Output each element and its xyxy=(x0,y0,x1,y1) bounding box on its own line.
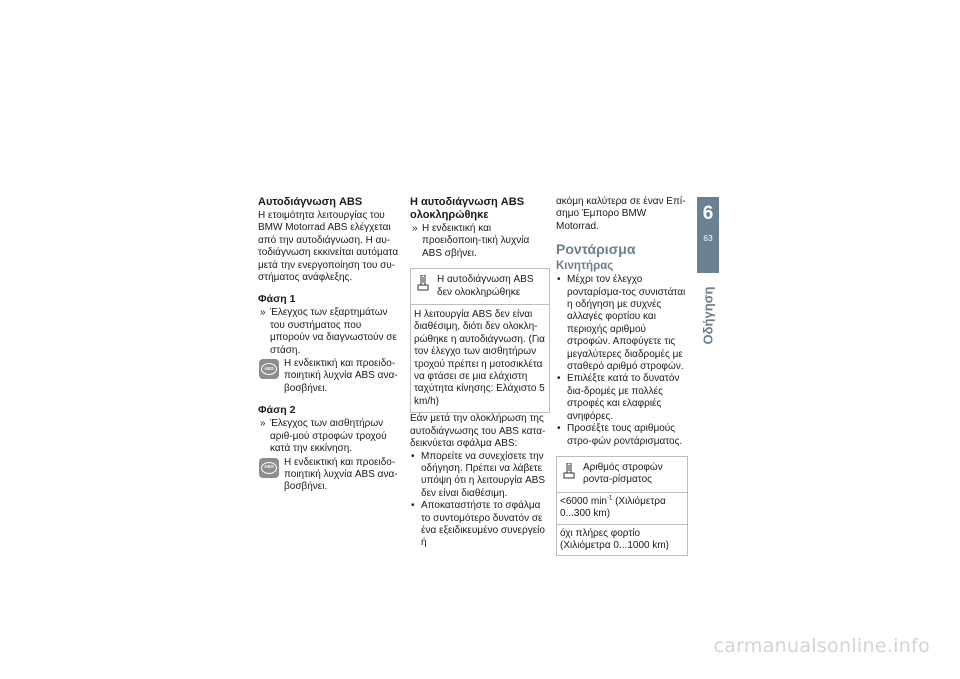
phase-2-indicator-text: Η ενδεικτική και προειδο-ποιητική λυχνία ABS ανα-βοσβήνει. xyxy=(284,456,398,493)
section-title-abs-complete: Η αυτοδιάγνωση ABS ολοκληρώθηκε xyxy=(410,196,525,221)
phase-2-indicator xyxy=(258,457,402,494)
intro-paragraph: Η ετοιμότητα λειτουργίας του BMW Motorrad ABS ελέγχεται από την αυτοδιάγνωση. Η αυ-τοδιάγνωση εκκινείται αυτόματα μετά την ενεργοποίηση του συ-στήματος ανάφλεξης. xyxy=(258,210,399,284)
table-row xyxy=(557,493,687,525)
bullet-continue-riding: • Μπορείτε να συνεχίσετε την οδήγηση. Πρέπει να λάβετε υπόψη ότι η λειτουργία ABS δεν είναι διαθέσιμη. xyxy=(410,451,550,501)
chapter-vertical-label xyxy=(697,280,719,350)
phase-1-step: » Έλεγχος των εξαρτημάτων του συστήματος που μπορούν να διαγνωστούν σε στάση. xyxy=(258,307,402,357)
abs-warning-lamp-icon xyxy=(259,359,279,379)
phase-1-indicator-text: Η ενδεικτική και προειδο-ποιητική λυχνία ABS ανα-βοσβήνει. xyxy=(284,358,398,394)
phase-2-step: » Έλεγχος των αισθητήρων αριθ-μού στροφών τροχού κατά την εκκίνηση. xyxy=(258,418,402,455)
chapter-tab xyxy=(697,197,719,273)
bullet-curvy-routes: • Επιλέξτε κατά το δυνατόν δια-δρομές με πολλές στροφές και ελαφριές ανηφόρες. xyxy=(556,373,688,423)
note-box-head xyxy=(411,269,549,305)
abs-lamp-label: ABS xyxy=(261,363,277,375)
page-number: 63 xyxy=(703,233,713,243)
section-title-abs-self-diagnosis: Αυτοδιάγνωση ABS xyxy=(258,196,363,208)
bullet-observe-rpm: • Προσέξτε τους αριθμούς στρο-φών ροντάρισματος. xyxy=(556,423,688,448)
table-running-in-rpm xyxy=(556,456,688,556)
column-abs-complete xyxy=(410,196,550,550)
section-title-running-in: Ροντάρισμα xyxy=(556,241,636,258)
note-box-body: Η λειτουργία ABS δεν είναι διαθέσιμη, διότι δεν ολοκλη-ρώθηκε η αυτοδιάγνωση. (Για τον έλεγχο των αισθητήρων τροχού πρέπει η μοτοσικλέτα να φτάσει σε μια ελάχιστη ταχύτητα κίνησης: Ελάχιστο 5 km/h) xyxy=(414,309,545,407)
abs-lamp-label: ABS xyxy=(261,462,277,474)
column-running-in xyxy=(556,196,688,556)
bullet-fix-fault: • Αποκαταστήστε το σφάλμα το συντομότερο δυνατόν σε ένα εξειδικευμένο συνεργείο ή xyxy=(410,500,550,550)
rpm-distance: (Χιλιόμετρα 0...300 km) xyxy=(560,495,666,520)
abs-warning-lamp-icon xyxy=(259,458,279,478)
note-box-head-text: Η αυτοδιάγνωση ABS δεν ολοκληρώθηκε xyxy=(437,274,534,298)
phase-1-indicator xyxy=(258,358,402,395)
bullet-load-changes: • Μέχρι τον έλεγχο ρονταρίσμα-τος συνιστάται η οδήγηση με συχνές αλλαγές φορτίου και περιοχής αριθμού στροφών. Αποφύγετε τις μεγαλύτερες διαδρομές με σταθερό αριθμό στροφών. xyxy=(556,274,688,373)
chapter-number: 6 xyxy=(702,203,714,224)
watermark: carmanualsonline.info xyxy=(713,635,930,657)
table-head xyxy=(557,457,687,493)
table-head-text: Αριθμός στροφών ροντα-ρίσματος xyxy=(583,461,663,486)
phase-2-heading: Φάση 2 xyxy=(258,404,296,417)
after-diagnosis-paragraph: Εάν μετά την ολοκλήρωση της αυτοδιάγνωσης του ABS κατα-δεικνύεται σφάλμα ABS: xyxy=(410,413,546,450)
note-icon xyxy=(417,275,429,291)
table-row: όχι πλήρες φορτίο (Χιλιόμετρα 0...1000 km) xyxy=(560,527,670,551)
note-box-abs-not-complete xyxy=(410,268,550,413)
rpm-unit-exponent: -1 xyxy=(606,495,613,502)
rpm-limit: <6000 min xyxy=(560,495,607,507)
phase-1-heading: Φάση 1 xyxy=(258,293,296,306)
continuation-text: ακόμη καλύτερα σε έναν Επί-σημο Έμπορο BMW Motorrad. xyxy=(556,196,686,232)
column-abs-self-diagnosis xyxy=(258,196,402,494)
subtitle-engine: Κινητήρας xyxy=(556,260,614,273)
abs-complete-step: » Η ενδεικτική και προειδοποιη-τική λυχνία ABS σβήνει. xyxy=(410,223,550,260)
chapter-label-text: Οδήγηση xyxy=(700,286,716,344)
note-icon xyxy=(563,463,575,479)
